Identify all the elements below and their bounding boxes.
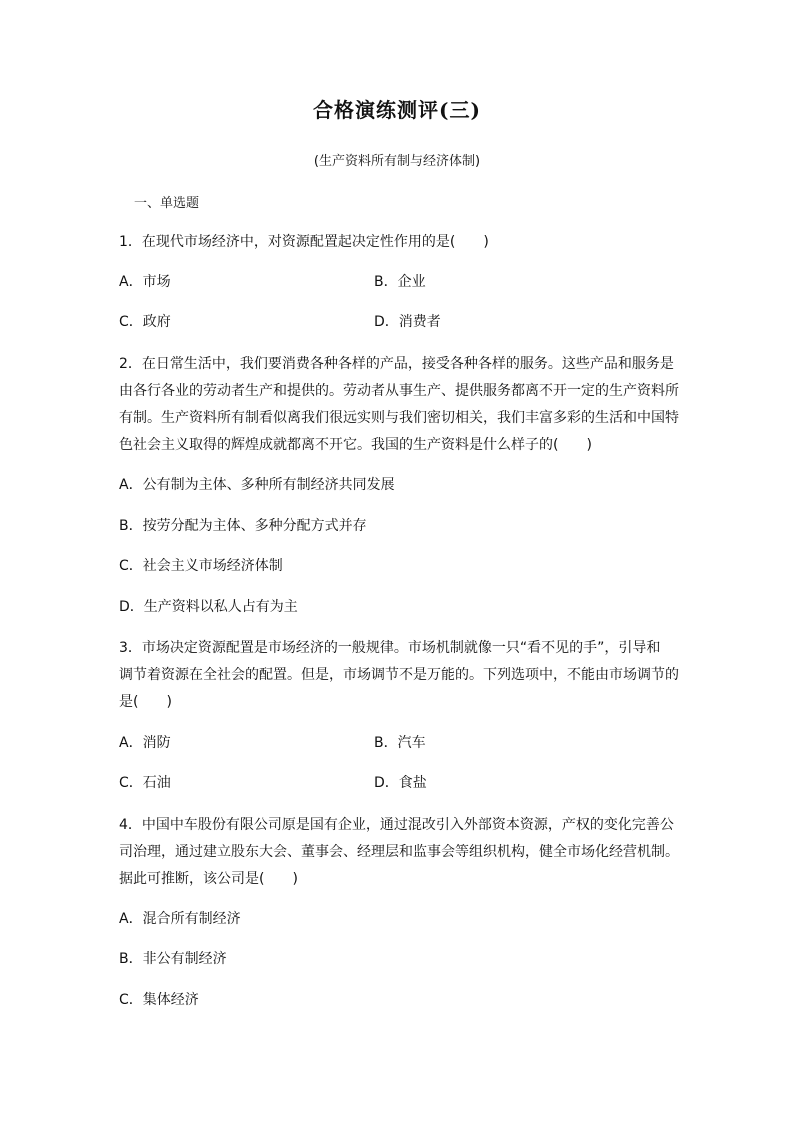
question-text-line: 调节着资源在全社会的配置。但是，市场调节不是万能的。下列选项中，不能由市场调节的 <box>119 667 679 683</box>
question-text-line: 司治理，通过建立股东大会、董事会、经理层和监事会等组织机构，健全市场化经营机制。 <box>119 844 679 860</box>
option-a: A．消防 <box>119 735 171 751</box>
option-d: D．生产资料以私人占有为主 <box>119 599 298 615</box>
question-text-line: 由各行各业的劳动者生产和提供的。劳动者从事生产、提供服务都离不开一定的生产资料所 <box>119 383 679 399</box>
question-text-line: 色社会主义取得的辉煌成就都离不开它。我国的生产资料是什么样子的( ) <box>119 437 592 453</box>
question-text-line: 2．在日常生活中，我们要消费各种各样的产品，接受各种各样的服务。这些产品和服务是 <box>119 356 674 372</box>
option-d: D．食盐 <box>374 775 427 791</box>
question-text-line: 有制。生产资料所有制看似离我们很远实则与我们密切相关，我们丰富多彩的生活和中国特 <box>119 410 679 426</box>
question-text-line: 1．在现代市场经济中，对资源配置起决定性作用的是( ) <box>119 234 489 250</box>
option-b: B．汽车 <box>374 735 426 751</box>
option-a: A．混合所有制经济 <box>119 911 241 927</box>
question-text-line: 4．中国中车股份有限公司原是国有企业，通过混改引入外部资本资源，产权的变化完善公 <box>119 817 674 833</box>
option-b: B．企业 <box>374 274 426 290</box>
section-heading: 一、单选题 <box>134 196 200 211</box>
option-c: C．石油 <box>119 775 171 791</box>
option-c: C．社会主义市场经济体制 <box>119 558 283 574</box>
document-title: 合格演练测评(三) <box>313 98 481 122</box>
option-c: C．政府 <box>119 314 171 330</box>
question-text-line: 据此可推断，该公司是( ) <box>119 871 298 887</box>
question-text-line: 3．市场决定资源配置是市场经济的一般规律。市场机制就像一只“看不见的手”，引导和 <box>119 640 661 656</box>
option-b: B．非公有制经济 <box>119 951 227 967</box>
option-a: A．公有制为主体、多种所有制经济共同发展 <box>119 477 395 493</box>
option-c: C．集体经济 <box>119 992 199 1008</box>
question-text-line: 是( ) <box>119 694 172 710</box>
option-a: A．市场 <box>119 274 171 290</box>
option-d: D．消费者 <box>374 314 441 330</box>
document-subtitle: (生产资料所有制与经济体制) <box>313 154 481 169</box>
option-b: B．按劳分配为主体、多种分配方式并存 <box>119 518 367 534</box>
